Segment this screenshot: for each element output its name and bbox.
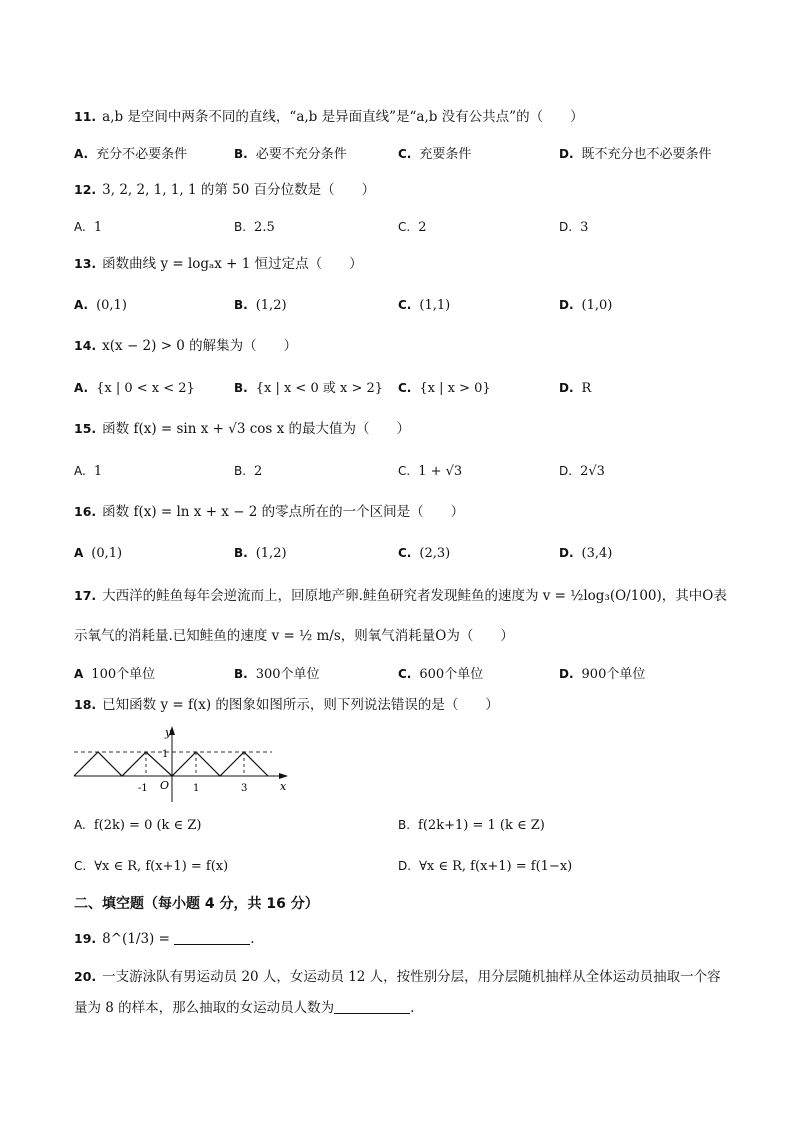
question-number: 13.	[74, 256, 97, 271]
x-axis-label: x	[280, 780, 287, 793]
question-number: 20.	[74, 969, 97, 984]
question-18	[74, 696, 734, 714]
option-c[interactable]: C. {x | x > 0}	[398, 381, 491, 396]
option-c[interactable]: C. 600个单位	[398, 667, 484, 682]
question-text-continued: 示氧气的消耗量.已知鲑鱼的速度 v = ½ m/s，则氧气消耗量O为（ ）	[74, 628, 514, 644]
option-a[interactable]: A. 充分不必要条件	[74, 147, 188, 162]
tick-label-x: 3	[241, 783, 248, 794]
option-b[interactable]: B. (1,2)	[234, 298, 287, 313]
option-c[interactable]: C. (1,1)	[398, 298, 451, 313]
tick-label-x: 1	[193, 783, 200, 794]
option-a[interactable]: A. 1	[74, 220, 103, 235]
question-number: 15.	[74, 421, 97, 436]
question-text: 大西洋的鲑鱼每年会逆流而上，回原地产卵.鲑鱼研究者发现鲑鱼的速度为 v = ½log₃(O/100)，其中O表	[102, 588, 727, 604]
option-d[interactable]: D. 既不充分也不必要条件	[559, 147, 712, 162]
option-b[interactable]: B. 必要不充分条件	[234, 147, 347, 162]
option-d[interactable]: D. (1,0)	[559, 298, 613, 313]
question-text: x(x − 2) > 0 的解集为（ ）	[102, 338, 298, 354]
option-b[interactable]: B. (1,2)	[234, 546, 287, 561]
question-15	[74, 420, 734, 438]
question-17-line2	[74, 627, 734, 645]
option-a[interactable]: A (0,1)	[74, 546, 123, 561]
function-graph	[72, 724, 294, 804]
question-text: 3, 2, 2, 1, 1, 1 的第 50 百分位数是（ ）	[102, 182, 376, 198]
option-a[interactable]: A. (0,1)	[74, 298, 127, 313]
question-number: 17.	[74, 588, 97, 603]
option-a[interactable]: A 100个单位	[74, 667, 156, 682]
option-c[interactable]: C. 1 + √3	[398, 464, 463, 479]
option-d[interactable]: D. R	[559, 381, 592, 396]
option-b[interactable]: B. 2.5	[234, 220, 275, 235]
tick-label-x: -1	[138, 783, 148, 794]
question-13	[74, 255, 734, 273]
question-text: a,b 是空间中两条不同的直线，“a,b 是异面直线”是“a,b 没有公共点”的（ ）	[102, 109, 584, 125]
option-b[interactable]: B. 300个单位	[234, 667, 320, 682]
option-c[interactable]: C. ∀x ∈ R, f(x+1) = f(x)	[74, 859, 229, 874]
answer-blank[interactable]	[174, 930, 250, 945]
question-20	[74, 968, 734, 986]
question-16	[74, 503, 734, 521]
option-d[interactable]: D. ∀x ∈ R, f(x+1) = f(1−x)	[398, 859, 573, 874]
option-b[interactable]: B. 2	[234, 464, 263, 479]
option-b[interactable]: B. {x | x < 0 或 x > 2}	[234, 381, 384, 396]
question-20-line2: 量为 8 的样本，那么抽取的女运动员人数为 .	[74, 1000, 415, 1016]
question-number: 12.	[74, 182, 97, 197]
question-number: 18.	[74, 697, 97, 712]
option-d[interactable]: D. 2√3	[559, 464, 605, 479]
question-14	[74, 337, 734, 355]
question-number: 11.	[74, 109, 97, 124]
option-a[interactable]: A. 1	[74, 464, 103, 479]
x-axis-arrow	[279, 773, 288, 779]
question-11	[74, 108, 734, 126]
option-a[interactable]: A. {x | 0 < x < 2}	[74, 381, 195, 396]
answer-blank[interactable]	[334, 999, 410, 1014]
origin-label: O	[160, 779, 170, 792]
zigzag-curve	[74, 752, 268, 776]
option-a[interactable]: A. f(2k) = 0 (k ∈ Z)	[74, 818, 202, 833]
option-c[interactable]: C. 充要条件	[398, 147, 472, 162]
question-text: 一支游泳队有男运动员 20 人，女运动员 12 人，按性别分层，用分层随机抽样从全体运动员抽取一个容	[102, 969, 721, 985]
question-19: 19. 8^(1/3) = .	[74, 931, 255, 947]
option-c[interactable]: C. 2	[398, 220, 427, 235]
tick-label-y: 1	[162, 749, 169, 760]
question-text: 函数曲线 y = logₐx + 1 恒过定点（ ）	[102, 256, 363, 272]
question-17	[74, 587, 734, 605]
question-number: 19.	[74, 931, 97, 946]
option-c[interactable]: C. (2,3)	[398, 546, 451, 561]
question-text: 8^(1/3) =	[102, 931, 175, 947]
option-d[interactable]: D. 900个单位	[559, 667, 646, 682]
section-title: 二、填空题（每小题 4 分，共 16 分）	[74, 896, 319, 912]
question-text: 函数 f(x) = ln x + x − 2 的零点所在的一个区间是（ ）	[102, 504, 465, 520]
question-text: 已知函数 y = f(x) 的图象如图所示，则下列说法错误的是（ ）	[102, 697, 499, 713]
option-d[interactable]: D. (3,4)	[559, 546, 613, 561]
question-number: 14.	[74, 338, 97, 353]
y-axis-label: y	[165, 726, 172, 739]
question-12	[74, 181, 734, 199]
function-graph-figure	[72, 724, 294, 808]
question-number: 16.	[74, 504, 97, 519]
option-b[interactable]: B. f(2k+1) = 1 (k ∈ Z)	[398, 818, 545, 833]
option-d[interactable]: D. 3	[559, 220, 589, 235]
question-text-continued: 量为 8 的样本，那么抽取的女运动员人数为	[74, 1000, 335, 1016]
question-text: 函数 f(x) = sin x + √3 cos x 的最大值为（ ）	[102, 421, 411, 437]
